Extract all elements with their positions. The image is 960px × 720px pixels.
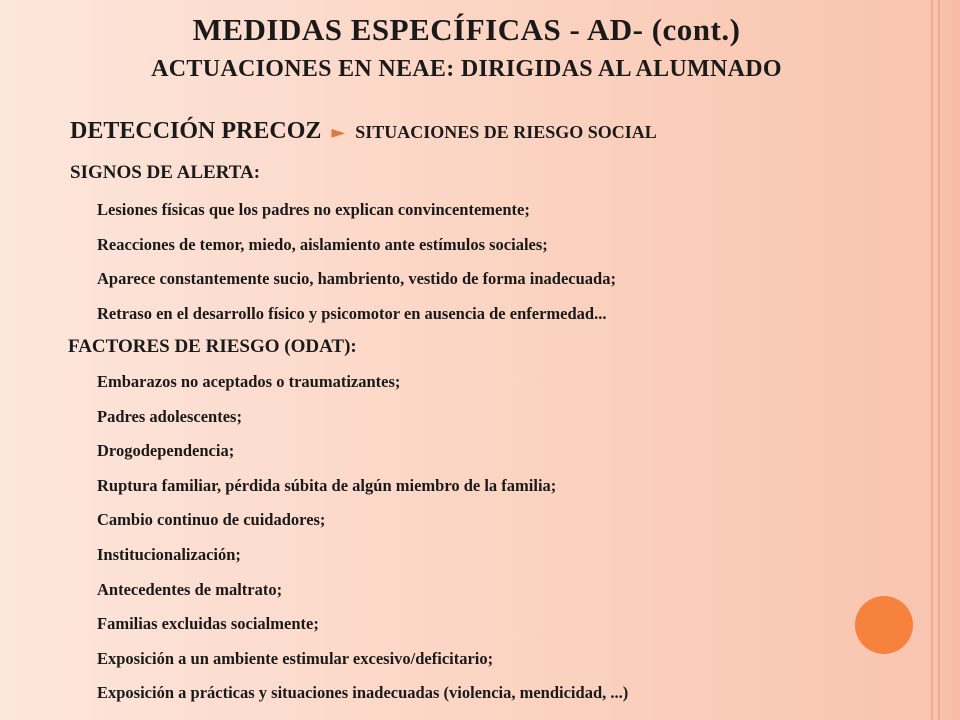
decorative-right-strip — [933, 0, 960, 720]
list-item: Embarazos no aceptados o traumatizantes; — [97, 372, 401, 391]
list-item: Aparece constantemente sucio, hambriento, vestido de forma inadecuada; — [97, 269, 616, 289]
list-item: Familias excluidas socialmente; — [97, 614, 319, 634]
factores-label: FACTORES DE RIESGO (ODAT): — [68, 336, 357, 357]
factores-list — [97, 365, 628, 711]
list-item: Reacciones de temor, miedo, aislamiento ante estímulos sociales; — [97, 234, 548, 254]
heading-main: DETECCIÓN PRECOZ — [70, 118, 322, 144]
signos-list — [97, 193, 616, 331]
slide-subtitle: ACTUACIONES EN NEAE: DIRIGIDAS AL ALUMNADO — [151, 56, 782, 82]
list-item: Institucionalización; — [97, 544, 241, 564]
arrow-right-icon: ► — [331, 122, 346, 143]
heading-sub: SITUACIONES DE RIESGO SOCIAL — [355, 122, 657, 142]
list-item: Cambio continuo de cuidadores; — [97, 510, 326, 530]
list-item: Lesiones físicas que los padres no explican convincentemente; — [97, 200, 530, 219]
list-item: Exposición a un ambiente estimular excesivo/deficitario; — [97, 648, 494, 668]
list-item: Padres adolescentes; — [97, 406, 242, 426]
list-item: Ruptura familiar, pérdida súbita de algún miembro de la familia; — [97, 475, 557, 495]
section-heading — [70, 118, 657, 145]
list-item: Exposición a prácticas y situaciones inadecuadas (violencia, mendicidad, ...) — [97, 683, 629, 703]
signos-label: SIGNOS DE ALERTA: — [70, 162, 261, 183]
list-item: Drogodependencia; — [97, 441, 235, 461]
list-item: Retraso en el desarrollo físico y psicomotor en ausencia de enfermedad... — [97, 303, 607, 323]
decorative-orange-circle — [855, 596, 913, 654]
list-item: Antecedentes de maltrato; — [97, 579, 283, 599]
slide-title: MEDIDAS ESPECÍFICAS - AD- (cont.) — [192, 12, 741, 47]
